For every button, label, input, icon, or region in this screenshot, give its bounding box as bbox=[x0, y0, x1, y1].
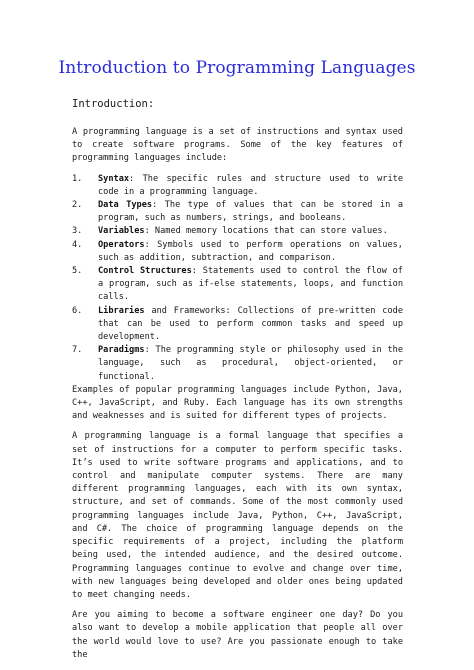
feature-description: : The programming style or philosophy used in the language, such as procedural, object-oriented, or functional. bbox=[98, 345, 403, 382]
document-body bbox=[72, 126, 403, 662]
list-item bbox=[72, 173, 403, 199]
list-item bbox=[72, 199, 403, 225]
document-title: Introduction to Programming Languages bbox=[58, 58, 416, 78]
section-heading: Introduction: bbox=[72, 98, 155, 110]
list-number: 2. bbox=[72, 200, 83, 211]
feature-term: Paradigms bbox=[98, 345, 145, 356]
list-number: 7. bbox=[72, 345, 83, 356]
list-number: 6. bbox=[72, 305, 83, 316]
intro-paragraph: A programming language is a set of instructions and syntax used to create software programs. Some of the key features of programming languages include: bbox=[72, 127, 403, 164]
feature-description: and Frameworks: Collections of pre-written code that can be used to perform common tasks and speed up development. bbox=[98, 305, 403, 343]
feature-description: : Statements used to control the flow of a program, such as if-else statements, loops, and function calls. bbox=[98, 266, 403, 303]
body-paragraph: A programming language is a formal language that specifies a set of instructions for a computer to perform specific tasks. It’s used to write software programs and applications, and to control and manipulate computer systems. There are many different programming languages, each with its own syntax, structure, and set of commands. Some of the most commonly used programming languages include Java, Python, C++, JavaScript, and C#. The choice of programming language depends on the specific requirements of a project, including the platform being used, the intended audience, and the desired outcome. Programming languages continue to evolve and change over time, with new languages being developed and older ones being updated to meet changing needs. bbox=[72, 431, 403, 600]
features-list bbox=[72, 173, 403, 384]
body-paragraph: Are you aiming to become a software engineer one day? Do you also want to develop a mobile application that people all over the world would love to use? Are you passionate enough to take the bbox=[72, 610, 403, 660]
list-item bbox=[72, 239, 403, 265]
examples-paragraph: Examples of popular programming languages include Python, Java, C++, JavaScript, and Ruby. Each language has its own strengths and weaknesses and is suited for different types of projects. bbox=[72, 384, 403, 422]
feature-description: : Named memory locations that can store values. bbox=[144, 226, 388, 237]
list-item bbox=[72, 225, 403, 238]
list-item bbox=[72, 305, 403, 345]
feature-description: : The specific rules and structure used to write code in a programming language. bbox=[98, 173, 403, 197]
list-item bbox=[72, 344, 403, 384]
list-number: 1. bbox=[72, 173, 83, 184]
feature-term: Data Types bbox=[98, 200, 153, 211]
list-number: 4. bbox=[72, 239, 83, 250]
feature-term: Operators bbox=[98, 239, 145, 250]
feature-term: Control Structures bbox=[98, 266, 192, 277]
feature-description: : Symbols used to perform operations on values, such as addition, subtraction, and comparison. bbox=[98, 239, 403, 263]
list-item bbox=[72, 265, 403, 305]
feature-term: Syntax bbox=[98, 173, 130, 184]
feature-term: Variables bbox=[98, 226, 145, 237]
feature-description: : The type of values that can be stored in a program, such as numbers, strings, and booleans. bbox=[98, 200, 403, 224]
list-number: 5. bbox=[72, 266, 83, 277]
feature-term: Libraries bbox=[98, 305, 145, 316]
list-number: 3. bbox=[72, 226, 83, 237]
